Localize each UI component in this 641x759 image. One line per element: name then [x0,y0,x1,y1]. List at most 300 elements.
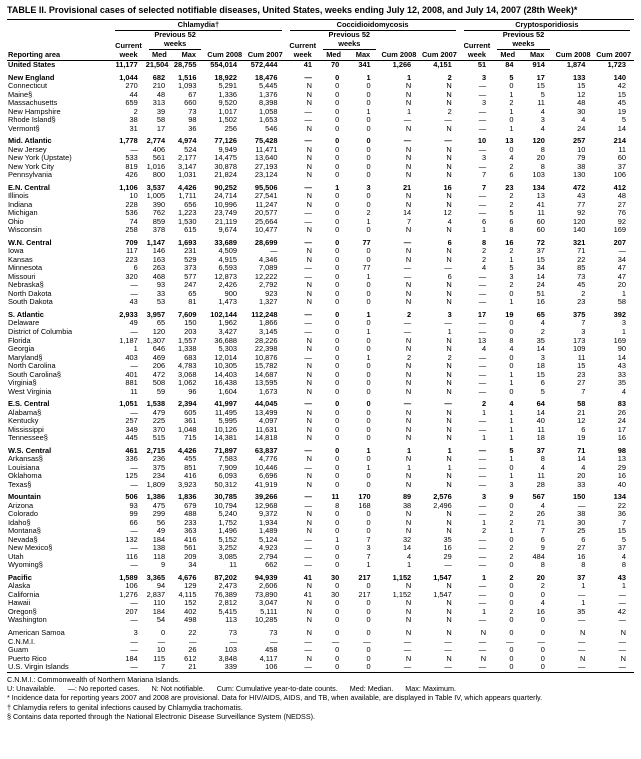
reporting-area-cell: Ohio [8,216,24,226]
value-cell: 9,949 [218,144,237,154]
value-cell: 26 [188,645,197,655]
value-cell: 1,048 [177,424,197,434]
value-cell: 38 [129,115,138,125]
value-cell: — [304,543,312,553]
value-cell: N [446,191,452,201]
value-cell: 2 [447,72,452,82]
value-cell: 0 [335,288,340,298]
value-cell: 103 [224,645,237,655]
value-cell: 83 [617,399,626,409]
value-cell: 71 [577,246,586,256]
value-cell: 27 [577,378,586,388]
value-cell: N [306,246,312,256]
value-cell: 24 [536,280,545,290]
value-cell: 529 [184,254,197,264]
value-cell: N [405,581,412,591]
value-cell: N [405,615,412,625]
value-cell: — [444,636,452,646]
value-cell: 0 [335,606,340,616]
value-cell: 15 [536,369,545,379]
value-cell: 9 [160,560,166,570]
value-cell: 479 [152,407,166,417]
value-cell: N [405,98,412,108]
value-cell: N [405,89,412,99]
value-cell: 8 [540,161,545,171]
value-cell: 10,477 [254,225,278,235]
table-header [7,19,634,60]
value-cell: — [478,161,487,171]
value-cell: 2,496 [433,500,452,510]
value-cell: — [403,326,412,336]
value-cell: 1,005 [146,191,166,201]
reporting-area-cell: North Dakota [8,288,52,298]
value-cell: N [446,471,452,481]
value-cell: 10,794 [214,500,237,510]
value-cell: 1 [621,288,626,298]
value-cell: — [618,636,626,646]
value-cell: N [446,254,452,264]
value-cell: — [478,280,487,290]
value-cell: 2 [482,254,487,264]
value-cell: 43 [617,361,626,371]
value-cell: N [306,81,312,91]
value-cell: — [130,144,138,154]
value-cell: 0 [335,479,340,489]
reporting-area-cell: Louisiana [8,462,40,472]
value-cell: 14 [617,352,626,362]
value-cell: 851 [184,462,197,472]
value-cell: 0 [509,589,514,599]
value-cell: 0 [366,344,371,354]
value-cell: 2 [366,208,371,218]
value-cell: 1 [509,297,514,307]
value-cell: 9,372 [259,509,278,519]
reporting-area-cell: Montana§ [8,526,41,536]
value-cell: 0 [366,335,371,345]
value-cell: N [446,297,452,307]
value-cell: 0 [366,454,371,464]
value-cell: 0 [509,653,514,663]
value-cell: 561 [184,543,197,553]
value-cell: 10,285 [254,615,278,625]
cum-2008-header: Cum 2008 [207,49,243,59]
value-cell: 0 [335,628,340,637]
value-cell: N [446,280,452,290]
value-cell: 3,957 [146,309,166,319]
value-cell: — [478,89,487,99]
value-cell: — [478,581,487,591]
value-cell: — [403,237,412,247]
value-cell: 5 [621,115,626,125]
value-cell: — [478,662,487,672]
value-cell: 4 [447,216,452,226]
value-cell: 3,145 [259,326,278,336]
value-cell: N [446,246,452,256]
value-cell: 37 [617,543,626,553]
value-cell: 1,051 [119,399,138,409]
value-cell: 0 [335,208,340,218]
value-cell: — [478,378,487,388]
value-cell: 21 [188,662,197,672]
table-row [7,443,634,456]
value-cell: 118 [153,551,166,561]
value-cell: N [446,288,452,298]
value-cell: — [304,182,312,192]
value-cell: — [304,115,312,125]
value-cell: 1,093 [177,81,197,91]
value-cell: 0 [335,153,340,163]
value-cell: 0 [509,598,514,608]
value-cell: 60 [536,225,545,235]
value-cell: 14 [577,454,586,464]
value-cell: — [403,645,412,655]
value-cell: — [403,399,412,409]
value-cell: 1,653 [259,115,278,125]
value-cell: 0 [366,386,371,396]
cum-2007-header: Cum 2007 [596,49,632,59]
value-cell: 3 [581,326,586,336]
value-cell: — [478,106,487,116]
value-cell: 120 [532,136,545,146]
value-cell: 3,068 [177,369,197,379]
value-cell: 27,193 [254,161,278,171]
reporting-area-cell: U.S. Virgin Islands [8,662,69,672]
value-cell: 77 [577,199,586,209]
value-cell: 1,386 [146,492,166,502]
value-cell: — [130,526,138,536]
value-cell: 3,365 [146,572,166,582]
value-cell: 0 [540,653,545,663]
value-cell: 0 [366,170,371,180]
value-cell: 5,415 [218,606,237,616]
value-cell: 73 [577,271,586,281]
value-cell: N [405,81,412,91]
value-cell: 11 [618,144,626,154]
value-cell: 37 [536,445,545,455]
value-cell: — [130,361,138,371]
value-cell: 16 [617,433,626,443]
value-cell: N [446,369,452,379]
table-row [7,663,634,672]
cum-2008-header: Cum 2008 [555,49,591,59]
table-row [7,82,634,91]
value-cell: 130 [573,170,586,180]
value-cell: 10,126 [214,424,237,434]
value-cell: 63,837 [254,445,278,455]
value-cell: — [478,115,487,125]
value-cell: 0 [366,517,371,527]
value-cell: — [478,144,487,154]
value-cell: 13 [617,454,626,464]
value-cell: N [405,361,412,371]
value-cell: 21 [577,407,586,417]
value-cell: 40 [536,416,545,426]
value-cell: 0 [335,399,340,409]
value-cell: 1,266 [392,60,412,70]
value-cell: N [306,225,312,235]
value-cell: 0 [509,645,514,655]
value-cell: 29 [617,462,626,472]
reporting-area-cell: United States [8,60,56,70]
value-cell: 1,604 [218,386,237,396]
value-cell: 0 [335,526,340,536]
value-cell: N [405,123,412,133]
table-row [7,646,634,655]
table-row [7,379,634,388]
value-cell: 1 [366,326,371,336]
value-cell: N [446,606,452,616]
value-cell: 6 [581,534,586,544]
value-cell: 1 [366,271,371,281]
table-row [7,345,634,354]
value-cell: 0 [335,615,340,625]
value-cell: 0 [335,369,340,379]
value-cell: 8 [509,225,514,235]
value-cell: 56 [156,517,166,527]
reporting-area-cell: American Samoa [8,628,65,637]
value-cell: N [446,153,452,163]
value-cell: N [446,361,452,371]
value-cell: N [405,454,412,464]
value-cell: 15 [577,361,586,371]
value-cell: 22 [617,500,626,510]
value-cell: 0 [335,136,340,146]
value-cell: — [478,636,487,646]
value-cell: 406 [152,144,166,154]
value-cell: 23,749 [214,208,237,218]
value-cell: 7 [540,526,545,536]
value-cell: N [306,369,312,379]
value-cell: 1,866 [259,318,278,328]
value-cell: N [306,153,312,163]
value-cell: 90,252 [214,182,237,192]
value-cell: 2 [482,246,487,256]
value-cell: N [405,416,412,426]
value-cell: 45 [577,280,586,290]
value-cell: 26 [536,509,545,519]
table-row [7,125,634,134]
value-cell: 3,252 [218,543,237,553]
value-cell: 6,093 [218,471,237,481]
value-cell: 41 [303,572,312,582]
value-cell: 18,476 [254,72,278,82]
value-cell: N [405,297,412,307]
value-cell: 92 [577,208,586,218]
reporting-area-cell: S. Atlantic [8,309,44,319]
reporting-area-cell: Colorado [8,509,38,519]
value-cell: 3,537 [146,182,166,192]
value-cell: 0 [335,254,340,264]
value-cell: — [304,318,312,328]
table-row [7,319,634,328]
value-cell: 1,962 [218,318,237,328]
value-cell: 6 [133,263,138,273]
reporting-area-cell: Florida [8,335,31,345]
reporting-area-cell: Arizona [8,500,34,510]
value-cell: 1 [621,581,626,591]
value-cell: 2 [540,326,545,336]
value-cell: 1 [407,106,412,116]
previous-52-weeks-label: Previous 52 weeks [149,31,202,49]
value-cell: 16,438 [214,378,237,388]
reporting-area-cell: Minnesota [8,263,43,273]
value-cell: — [363,636,371,646]
value-cell: N [306,386,312,396]
value-cell: 515 [152,433,166,443]
value-cell: 11,177 [115,60,138,70]
value-cell: 16 [536,606,545,616]
value-cell: 4 [407,551,412,561]
value-cell: — [304,645,312,655]
value-cell: 39,266 [254,492,278,502]
value-cell: 28,755 [173,60,197,70]
value-cell: — [189,636,197,646]
value-cell: — [577,500,586,510]
value-cell: 0 [366,598,371,608]
value-cell: N [446,335,452,345]
value-cell: 30 [577,517,586,527]
value-cell: 234 [152,471,166,481]
value-cell: 146 [152,246,166,256]
value-cell: 169 [613,225,626,235]
value-cell: 35 [443,534,452,544]
value-cell: 5,152 [218,534,237,544]
cryptosporidiosis-group-label: Cryptosporidiosis [464,21,630,32]
value-cell: N [405,606,412,616]
value-cell: 0 [335,581,340,591]
value-cell: — [403,662,412,672]
value-cell: 7,089 [259,263,278,273]
value-cell: N [306,526,312,536]
value-cell: — [304,500,312,510]
value-cell: 65 [156,318,166,328]
value-cell: N [306,378,312,388]
table-row [7,536,634,545]
value-cell: — [130,288,138,298]
table-row [7,582,634,591]
value-cell: 0 [335,246,340,256]
value-cell: 2,576 [433,492,452,502]
value-cell: 1 [509,454,514,464]
value-cell: 1,017 [218,106,237,116]
value-cell: N [446,615,452,625]
value-cell: — [304,534,312,544]
value-cell: 1,752 [218,517,237,527]
value-cell: 10 [577,144,586,154]
value-cell: 0 [509,500,514,510]
value-cell: N [405,526,412,536]
value-cell: 2 [509,246,514,256]
value-cell: 0 [335,344,340,354]
value-cell: 1,778 [119,136,138,146]
table-row [7,171,634,180]
value-cell: N [306,280,312,290]
value-cell: 0 [335,645,340,655]
value-cell: — [478,369,487,379]
value-cell: 572,444 [250,60,278,70]
reporting-area-cell: W.N. Central [8,237,52,247]
value-cell: 0 [335,551,340,561]
value-cell: — [478,352,487,362]
value-cell: — [444,560,452,570]
value-cell: 0 [366,433,371,443]
reporting-area-cell: New York (Upstate) [8,153,72,163]
reporting-area-cell: New Mexico§ [8,543,53,553]
value-cell: 4 [509,153,514,163]
value-cell: 58 [577,399,586,409]
value-cell: 3 [447,309,452,319]
value-cell: 27 [617,199,626,209]
value-cell: 923 [265,288,278,298]
value-cell: 11 [130,386,138,396]
value-cell: 30 [331,572,340,582]
reporting-area-cell: Nebraska§ [8,280,44,290]
value-cell: 10 [156,645,166,655]
value-cell: 11,495 [214,407,237,417]
value-cell: 2 [509,572,514,582]
value-cell: 0 [366,318,371,328]
value-cell: 15 [536,254,545,264]
value-cell: 468 [152,271,166,281]
value-cell: — [304,399,312,409]
value-cell: — [577,662,586,672]
value-cell: 214 [613,136,626,146]
value-cell: 0 [366,89,371,99]
value-cell: 125 [125,471,138,481]
value-cell: 33 [617,369,626,379]
value-cell: 94 [156,581,166,591]
value-cell: 0 [509,581,514,591]
max-header: Max [529,49,545,59]
value-cell: 5,445 [259,81,278,91]
reporting-area-cell: Wisconsin [8,225,42,235]
previous-52-weeks-label: Previous 52 weeks [323,31,376,49]
value-cell: 85 [577,263,586,273]
value-cell: — [403,318,412,328]
value-cell: 4 [540,598,545,608]
value-cell: 12 [577,416,586,426]
value-cell: 257 [573,136,586,146]
value-cell: N [306,471,312,481]
value-cell: 6 [447,271,452,281]
value-cell: 4,776 [259,454,278,464]
value-cell: 1 [509,254,514,264]
value-cell: 1,723 [607,60,626,70]
value-cell: 21,504 [145,60,169,70]
value-cell: — [577,636,586,646]
value-cell: 231 [184,246,197,256]
value-cell: 612 [184,653,197,663]
table-row [7,608,634,617]
footnote: § Contains data reported through the National Electronic Disease Surveillance System (NEDSS). [7,712,316,722]
value-cell: 11 [537,208,545,218]
value-cell: 3,848 [218,653,237,663]
page-title: TABLE II. Provisional cases of selected notifiable diseases, United States, weeks ending July 12, 2008, and July 14, 2007 (28th Week)* [7,5,578,15]
value-cell: 0 [335,280,340,290]
value-cell: 16 [577,551,586,561]
value-cell: 2 [509,191,514,201]
max-header: Max [355,49,371,59]
value-cell: — [478,543,487,553]
value-cell: N [306,416,312,426]
value-cell: 0 [335,560,340,570]
cum-2007-header: Cum 2007 [421,49,457,59]
value-cell: 34 [536,263,545,273]
value-cell: 8 [621,560,626,570]
value-cell: 12,968 [254,500,278,510]
value-cell: 150 [184,318,197,328]
value-cell: 48 [617,191,626,201]
